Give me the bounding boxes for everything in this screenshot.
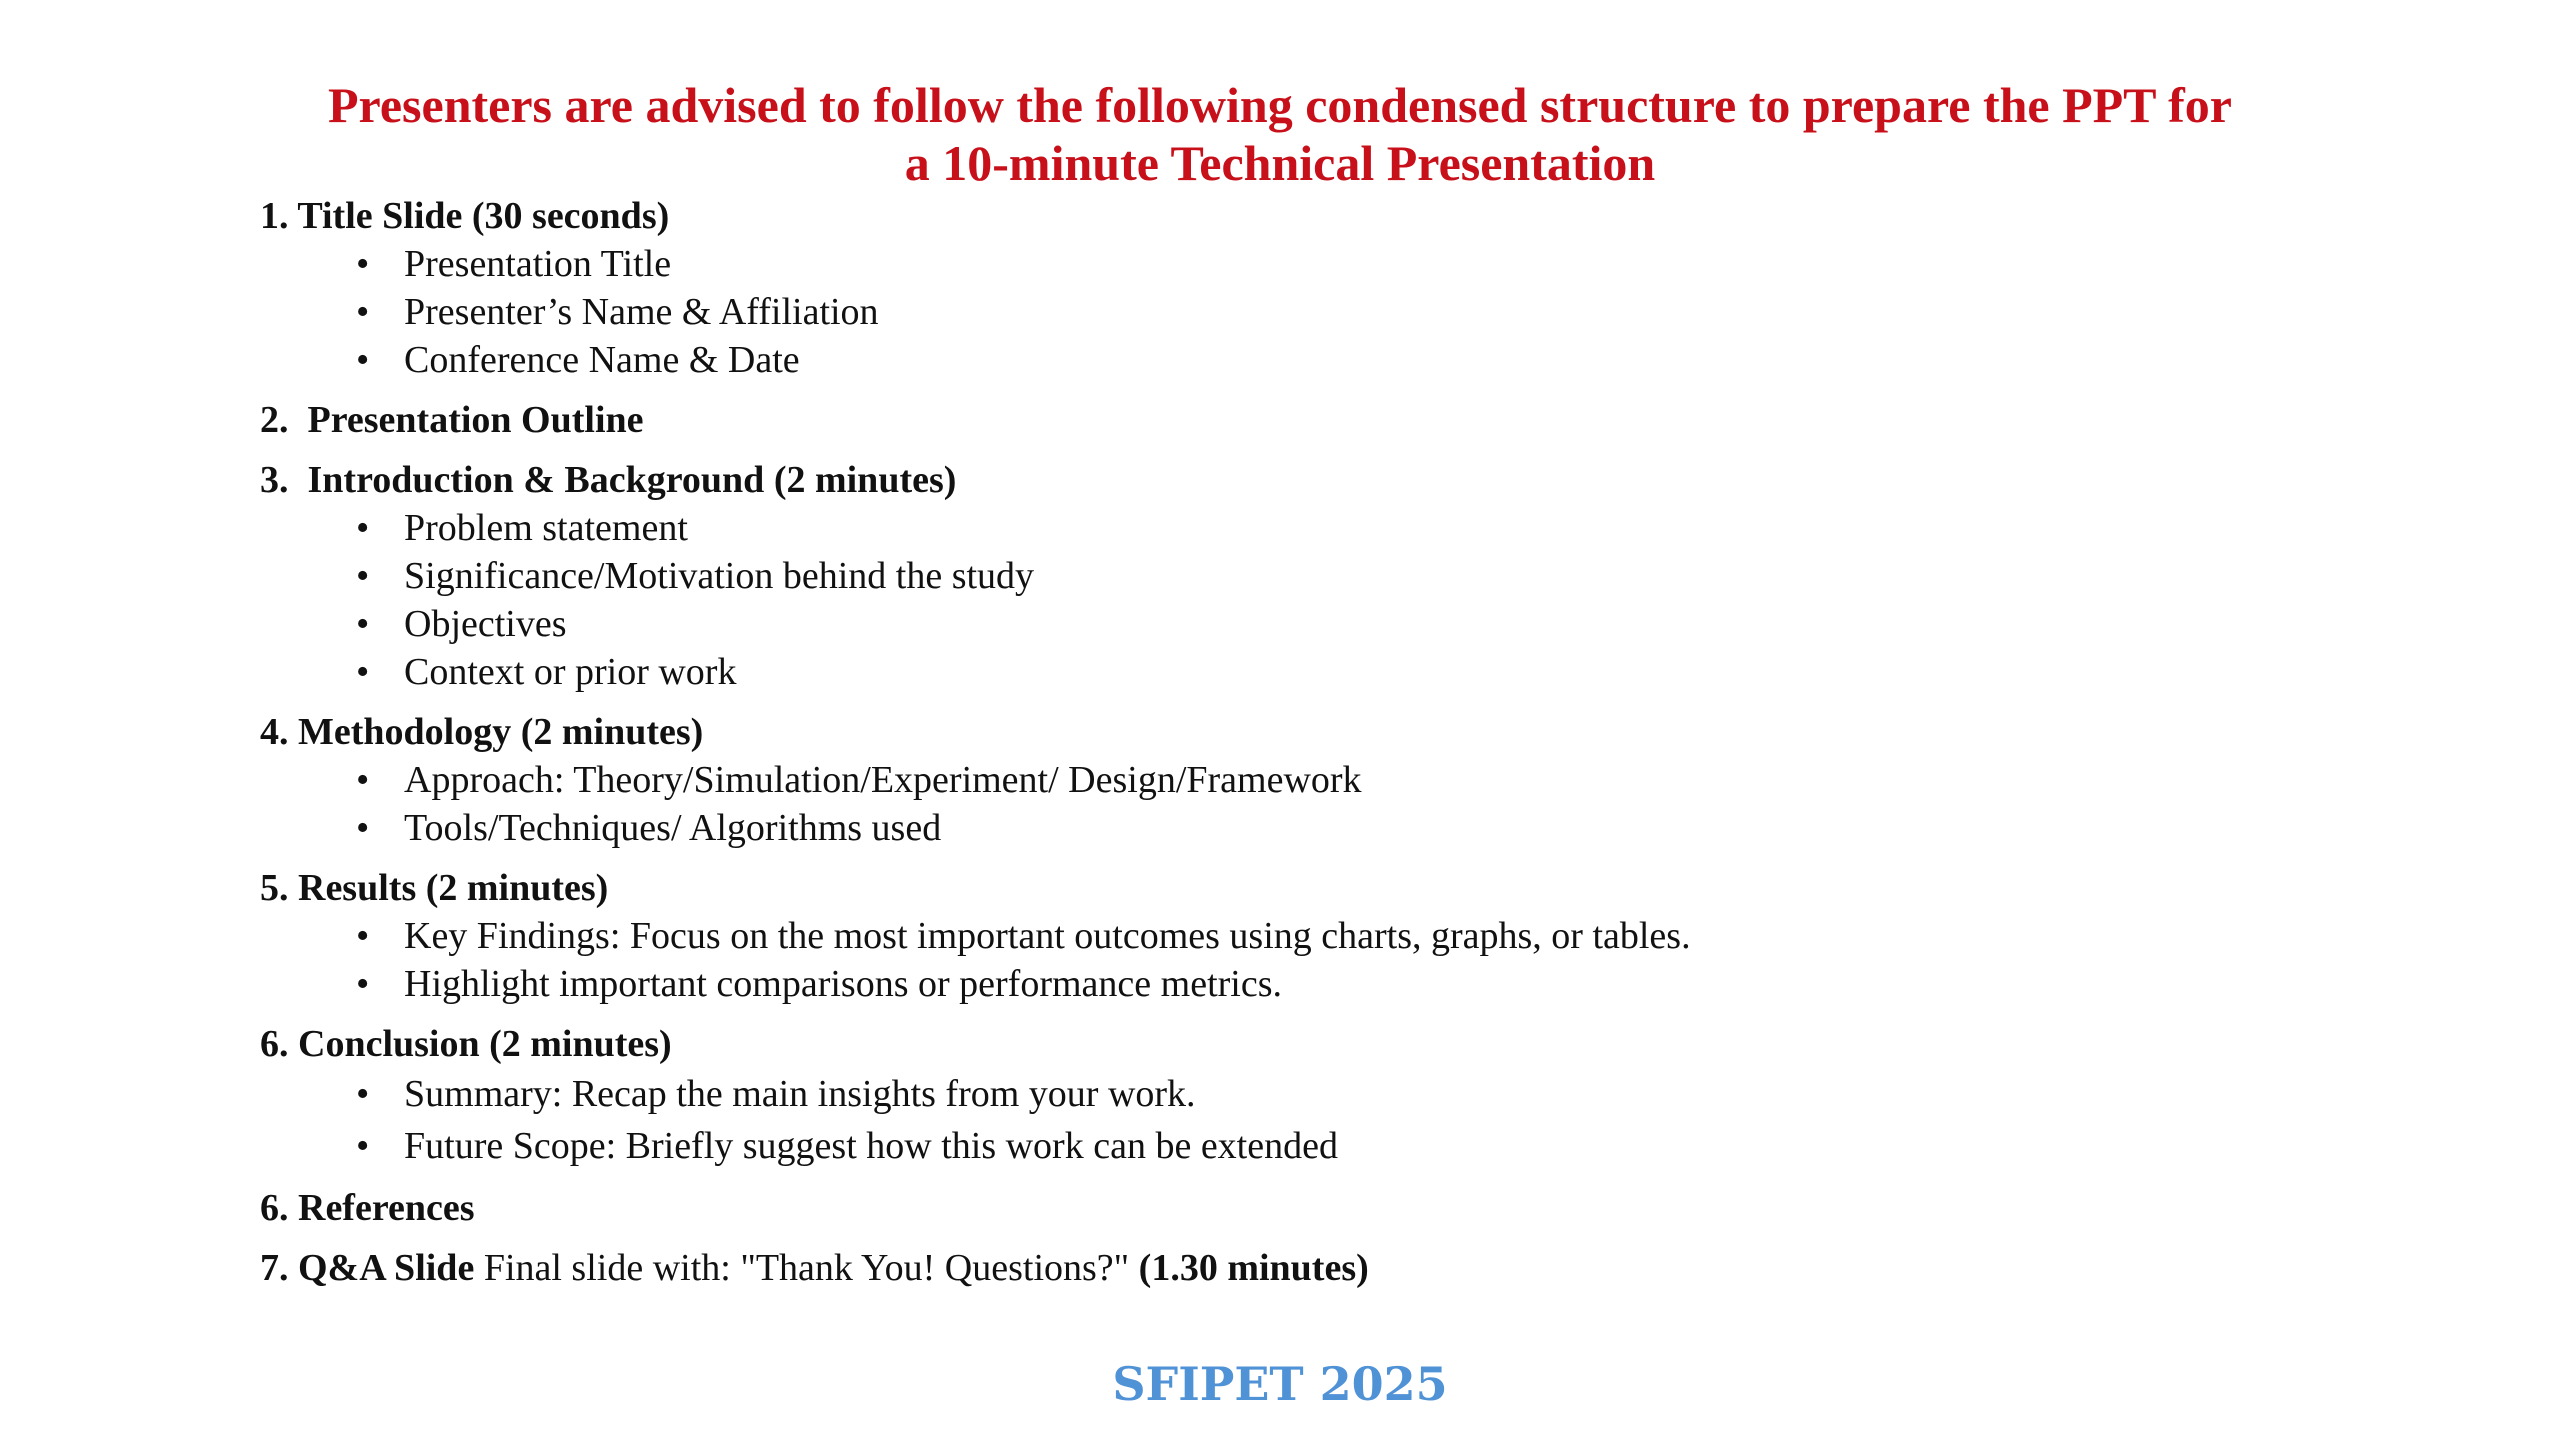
bullet-icon: • bbox=[356, 243, 370, 285]
section-title: Introduction & Background (2 minutes) bbox=[307, 459, 957, 501]
heading-line-1: Presenters are advised to follow the following condensed structure to prepare the PPT for bbox=[328, 77, 2232, 133]
section-results bbox=[260, 864, 2360, 1008]
list-item: • Conference Name & Date bbox=[356, 336, 2360, 384]
bullet-list bbox=[356, 912, 2360, 1008]
bullet-list bbox=[356, 504, 2360, 696]
bullet-list bbox=[356, 240, 2360, 384]
section-number: 3. bbox=[260, 459, 289, 501]
bullet-list bbox=[356, 1068, 2360, 1172]
list-item: • Approach: Theory/Simulation/Experiment/ Design/Framework bbox=[356, 756, 2360, 804]
list-item: • Problem statement bbox=[356, 504, 2360, 552]
section-number: 5. bbox=[260, 867, 289, 909]
bullet-icon: • bbox=[356, 759, 370, 801]
list-item: • Significance/Motivation behind the study bbox=[356, 552, 2360, 600]
bullet-list bbox=[356, 756, 2360, 852]
section-duration: (1.30 minutes) bbox=[1138, 1247, 1369, 1289]
section-number: 6. bbox=[260, 1023, 289, 1065]
section-number: 7. bbox=[260, 1247, 289, 1289]
section-references bbox=[260, 1184, 2360, 1232]
slide-heading bbox=[180, 76, 2380, 192]
list-item: • Objectives bbox=[356, 600, 2360, 648]
bullet-icon: • bbox=[356, 651, 370, 693]
section-title: Title Slide (30 seconds) bbox=[297, 195, 670, 237]
list-item: • Presenter’s Name & Affiliation bbox=[356, 288, 2360, 336]
list-item: • Key Findings: Focus on the most important outcomes using charts, graphs, or tables. bbox=[356, 912, 2360, 960]
bullet-icon: • bbox=[356, 555, 370, 597]
section-title: Presentation Outline bbox=[307, 399, 644, 441]
section-title: Results (2 minutes) bbox=[298, 867, 609, 909]
list-item: • Summary: Recap the main insights from your work. bbox=[356, 1068, 2360, 1120]
section-title: Q&A Slide bbox=[298, 1247, 475, 1289]
section-title: Methodology (2 minutes) bbox=[298, 711, 704, 753]
section-introduction bbox=[260, 456, 2360, 696]
section-number: 6. bbox=[260, 1187, 289, 1229]
bullet-icon: • bbox=[356, 807, 370, 849]
section-description: Final slide with: "Thank You! Questions?" bbox=[483, 1247, 1130, 1289]
section-number: 4. bbox=[260, 711, 289, 753]
list-item: • Highlight important comparisons or performance metrics. bbox=[356, 960, 2360, 1008]
bullet-icon: • bbox=[356, 507, 370, 549]
list-item: • Context or prior work bbox=[356, 648, 2360, 696]
structure-list bbox=[260, 192, 2360, 1292]
section-number: 2. bbox=[260, 399, 289, 441]
section-qa bbox=[260, 1244, 2360, 1292]
bullet-icon: • bbox=[356, 963, 370, 1005]
list-item: • Tools/Techniques/ Algorithms used bbox=[356, 804, 2360, 852]
section-outline bbox=[260, 396, 2360, 444]
heading-line-2: a 10-minute Technical Presentation bbox=[904, 135, 1656, 191]
bullet-icon: • bbox=[356, 339, 370, 381]
list-item: • Future Scope: Briefly suggest how this work can be extended bbox=[356, 1120, 2360, 1172]
bullet-icon: • bbox=[356, 291, 370, 333]
bullet-icon: • bbox=[356, 603, 370, 645]
bullet-icon: • bbox=[356, 1073, 370, 1115]
section-methodology bbox=[260, 708, 2360, 852]
list-item: • Presentation Title bbox=[356, 240, 2360, 288]
section-title: Conclusion (2 minutes) bbox=[298, 1023, 672, 1065]
section-number: 1. bbox=[260, 195, 289, 237]
section-conclusion bbox=[260, 1020, 2360, 1172]
footer-brand: SFIPET 2025 bbox=[1112, 1357, 1448, 1411]
bullet-icon: • bbox=[356, 915, 370, 957]
section-title: References bbox=[298, 1187, 475, 1229]
bullet-icon: • bbox=[356, 1125, 370, 1167]
section-title-slide bbox=[260, 192, 2360, 384]
